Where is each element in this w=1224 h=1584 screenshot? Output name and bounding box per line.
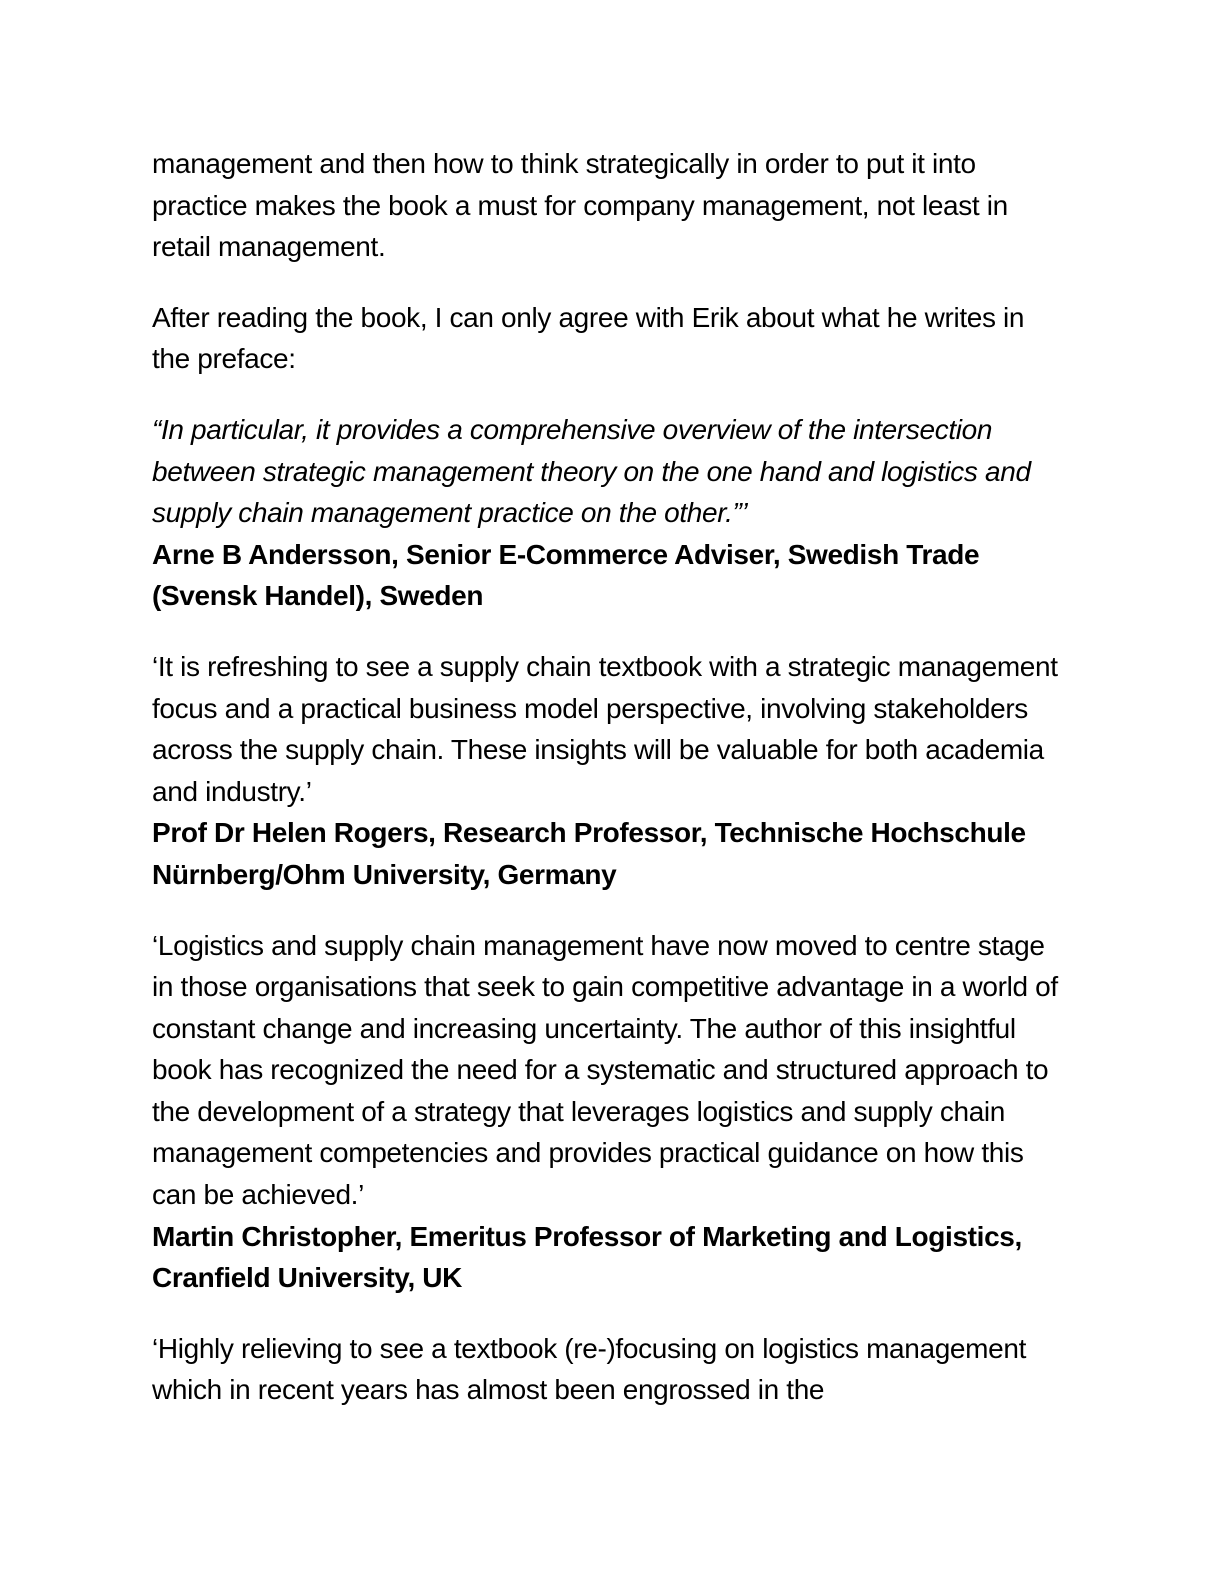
- attribution-arne-andersson: Arne B Andersson, Senior E-Commerce Adviser, Swedish Trade (Svensk Handel), Sweden: [152, 538, 980, 612]
- quote-helen-rogers: ‘It is refreshing to see a supply chain textbook with a strategic management focus and a practical business model perspective, involving stakeholders across the supply chain. These insights will be valuable for both academia and industry.’: [152, 650, 1058, 807]
- quote-highly-relieving: ‘Highly relieving to see a textbook (re-)focusing on logistics management which in recent years has almost been engrossed in the: [152, 1332, 1027, 1406]
- attribution-martin-christopher: Martin Christopher, Emeritus Professor of Marketing and Logistics, Cranfield University, UK: [152, 1220, 1022, 1294]
- intro-paragraph: After reading the book, I can only agree with Erik about what he writes in the preface:: [152, 301, 1025, 375]
- attribution-helen-rogers: Prof Dr Helen Rogers, Research Professor, Technische Hochschule Nürnberg/Ohm University, Germany: [152, 817, 1026, 890]
- continuation-paragraph: management and then how to think strategically in order to put it into practice makes the book a must for company management, not least in retail management.: [152, 148, 1008, 263]
- quote-martin-christopher: ‘Logistics and supply chain management have now moved to centre stage in those organisations that seek to gain competitive advantage in a world of constant change and increasing uncertainty. The author of this insightful book has recognized the need for a systematic and structured approach to the development of a strategy that leverages logistics and supply chain management competencies and provides practical guidance on how this can be achieved.’: [152, 929, 1058, 1211]
- document-page: [152, 143, 1067, 1411]
- preface-quote: “In particular, it provides a comprehensive overview of the intersection between strategic management theory on the one hand and logistics and supply chain management practice on the other.”’: [152, 413, 1031, 529]
